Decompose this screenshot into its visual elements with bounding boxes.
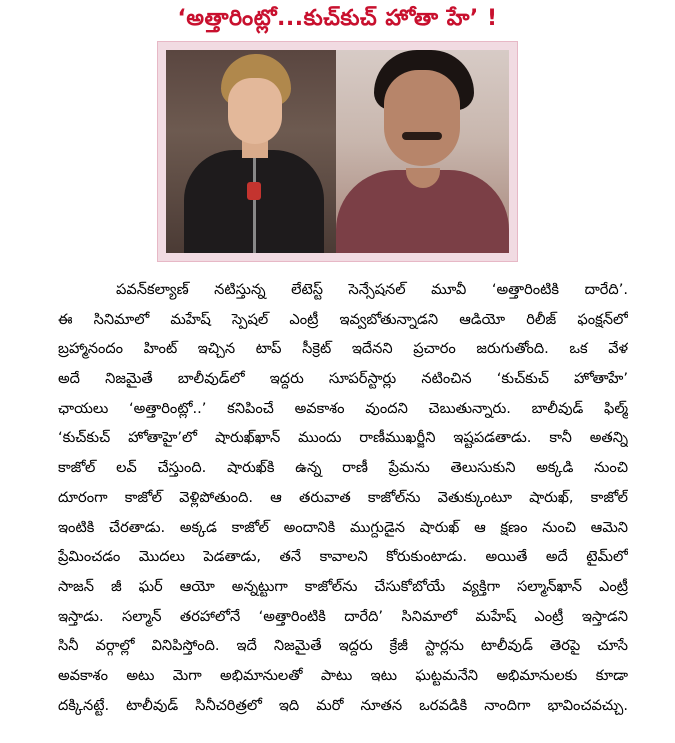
photo-right-actor — [336, 50, 509, 253]
article-line: బ్రహ్మానందం హింట్‌ ఇచ్చిన టాప్‌ సీక్రెట్‌ ఇదేనని ప్రచారం జరుగుతోంది. ఒక వేళ — [58, 340, 628, 358]
left-actor-face — [228, 78, 282, 144]
article-line: ‘కుచ్‌కుచ్‌ హోతాహై’లో షారుఖ్‌ఖాన్‌ ముందు రాణీముఖర్జీని ఇష్టపడతాడు. కానీ అతన్ని — [58, 429, 628, 447]
article-line: సాజన్‌ జీ ఘర్‌ ఆయో అన్నట్టుగా కాజోల్‌ను చేసుకోబోయే వ్యక్తిగా సల్మాన్‌ఖాన్‌ ఎంట్రీ — [58, 577, 628, 595]
article-line: ఈ సినిమాలో మహేష్‌ స్పెషల్‌ ఎంట్రీ ఇవ్వబోతున్నాడని ఆడియో రిలీజ్‌ ఫంక్షన్‌లో — [58, 310, 628, 328]
right-actor-face — [384, 70, 460, 166]
article-photo-frame — [157, 41, 518, 262]
article-line: అదే నిజమైతే బాలీవుడ్‌లో ఇద్దరు సూపర్‌స్టార్లు నటించిన ‘కుచ్‌కుచ్‌ హోతాహే’ — [58, 370, 628, 388]
article-line: పవన్‌కల్యాణ్‌ నటిస్తున్న లేటెస్ట్‌ సెన్సేషనల్‌ మూవీ ‘అత్తారింటికి దారేది’. — [116, 281, 628, 298]
left-actor-zip — [253, 156, 256, 253]
article-photo — [166, 50, 509, 253]
article-line: దక్కినట్టే. టాలీవుడ్‌ సినీచరిత్రలో ఇది మరో నూతన ఒరవడికి నాందిగా భావించవచ్చు. — [58, 696, 628, 714]
left-actor-pendant — [247, 182, 261, 200]
article-line: ఇస్తాడు. సల్మాన్‌ తరహాలోనే ‘అత్తారింటికి దారేది’ సినిమాలో మహేష్‌ ఎంట్రీ ఇస్తాడని — [58, 607, 628, 625]
article-headline: ‘అత్తారింట్లో...కుచ్‌కుచ్‌ హోతా హే’ ! — [177, 6, 498, 31]
article-line: కాజోల్‌ లవ్‌ చేస్తుంది. షారుఖ్‌కి ఉన్న రాణీ ప్రేమను తెలుసుకుని అక్కడి నుంచి — [58, 459, 628, 477]
article-body — [58, 275, 628, 720]
article-line: ప్రేమించడం మొదలు పెడతాడు, తనే కావాలని కోరుకుంటాడు. అయితే అదే టైమ్‌లో — [58, 548, 628, 566]
article-line: దూరంగా కాజోల్‌ వెళ్లిపోతుంది. ఆ తరువాత కాజోల్‌ను వెతుక్కుంటూ షారుఖ్‌, కాజోల్‌ — [58, 488, 628, 506]
article-line: ఛాయలు ‘అత్తారింట్లో..’ కనిపించే అవకాశం వుందని చెబుతున్నారు. బాలీవుడ్‌ ఫిల్మ్‌ — [58, 399, 628, 417]
photo-left-actor — [166, 50, 336, 253]
article-line: ఇంటికి చేరతాడు. అక్కడ కాజోల్‌ అందానికి ముగ్దుడైన షారుఖ్‌ ఆ క్షణం నుంచి ఆమెని — [58, 518, 628, 536]
article-line: సినీ వర్గాల్లో వినిపిస్తోంది. ఇదే నిజమైతే ఇద్దరు క్రేజీ స్టార్లను టాలీవుడ్‌ తెరపై చూసే — [58, 637, 628, 655]
right-actor-mustache — [402, 132, 442, 140]
article-line: అవకాశం అటు మెగా అభిమానులతో పాటు ఇటు ఘట్టమనేని అభిమానులకు కూడా — [58, 666, 628, 684]
